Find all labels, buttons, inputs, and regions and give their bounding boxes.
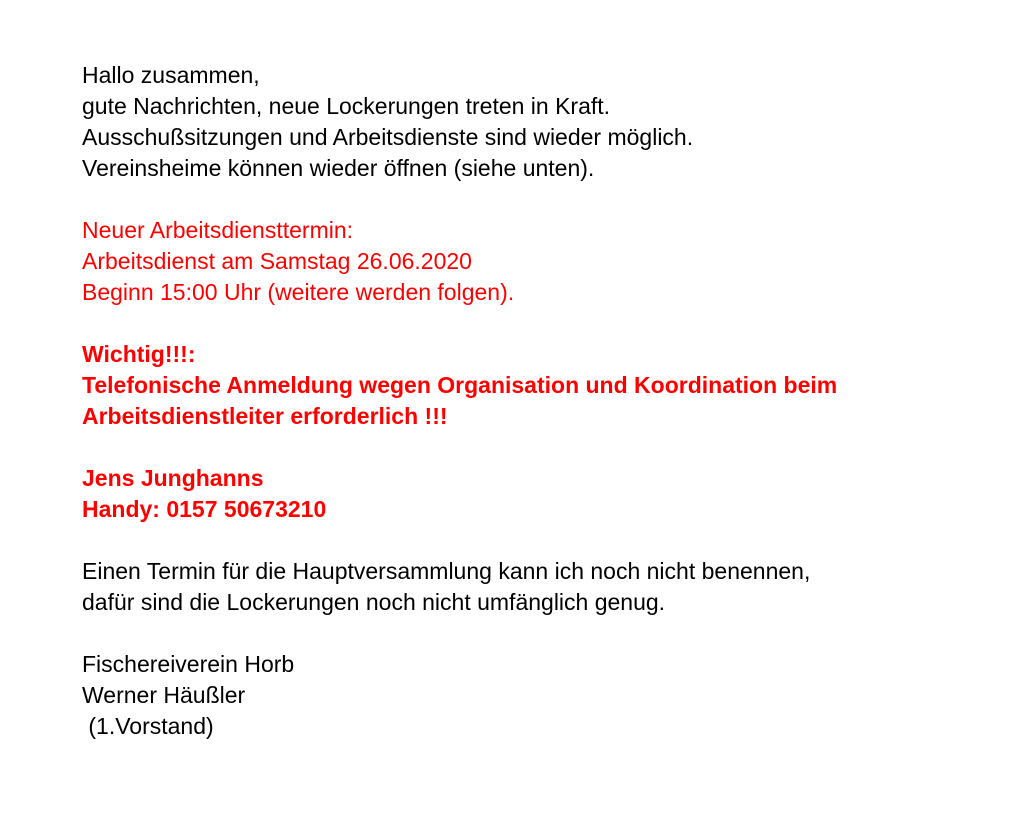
greeting-line: Hallo zusammen,: [82, 62, 260, 88]
news-line: gute Nachrichten, neue Lockerungen treten in Kraft.: [82, 93, 611, 119]
letter-body: [82, 60, 1002, 742]
signature-role: (1.Vorstand): [82, 713, 214, 739]
important-line: Arbeitsdienstleiter erforderlich !!!: [82, 403, 448, 429]
meeting-note-section: [82, 556, 1002, 618]
contact-phone: Handy: 0157 50673210: [82, 496, 327, 522]
important-section: [82, 339, 1002, 432]
work-date-time: Beginn 15:00 Uhr (weitere werden folgen).: [82, 279, 515, 305]
meeting-note-line: dafür sind die Lockerungen noch nicht umfänglich genug.: [82, 589, 666, 615]
work-date-day: Arbeitsdienst am Samstag 26.06.2020: [82, 248, 472, 274]
contact-section: [82, 463, 1002, 525]
important-heading: Wichtig!!!:: [82, 341, 196, 367]
spacer: [82, 308, 1002, 339]
greeting-section: [82, 60, 1002, 184]
spacer: [82, 432, 1002, 463]
signature-club: Fischereiverein Horb: [82, 651, 295, 677]
signature-name: Werner Häußler: [82, 682, 246, 708]
spacer: [82, 525, 1002, 556]
clubhouse-line: Vereinsheime können wieder öffnen (siehe unten).: [82, 155, 595, 181]
meeting-note-line: Einen Termin für die Hauptversammlung kann ich noch nicht benennen,: [82, 558, 811, 584]
spacer: [82, 184, 1002, 215]
work-date-section: [82, 215, 1002, 308]
contact-name: Jens Junghanns: [82, 465, 264, 491]
signature-section: [82, 649, 1002, 742]
work-date-heading: Neuer Arbeitsdiensttermin:: [82, 217, 354, 243]
important-line: Telefonische Anmeldung wegen Organisation und Koordination beim: [82, 372, 838, 398]
spacer: [82, 618, 1002, 649]
meetings-line: Ausschußsitzungen und Arbeitsdienste sind wieder möglich.: [82, 124, 694, 150]
